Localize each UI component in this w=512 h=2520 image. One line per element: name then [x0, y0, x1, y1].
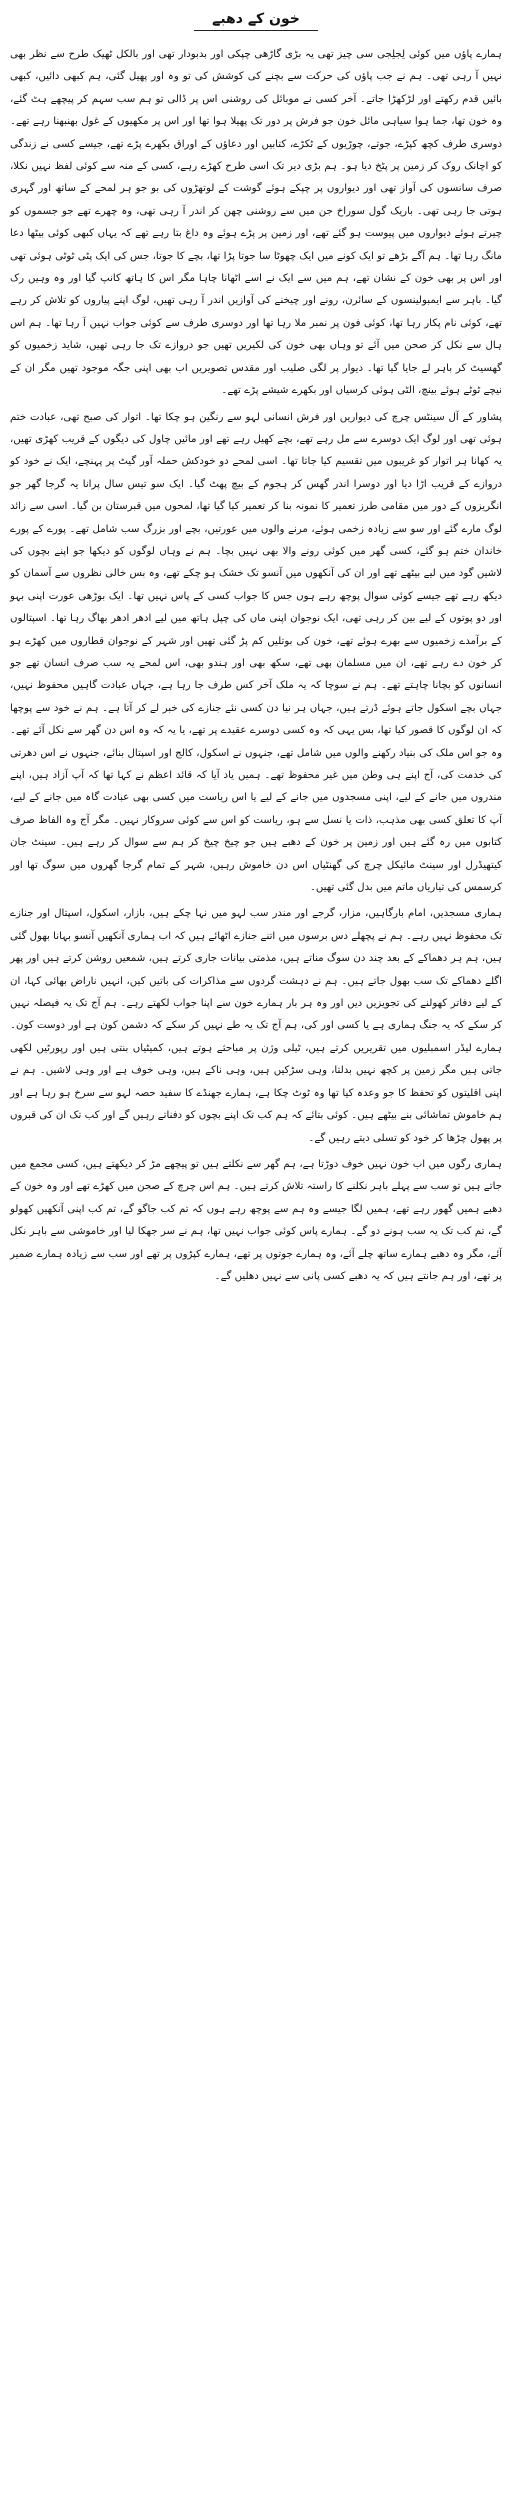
- article-paragraph: پشاور کے آل سینٹس چرچ کی دیواریں اور فرش انسانی لہو سے رنگین ہو چکا تھا۔ اتوار کی صبح تھی، عبادت ختم ہوئی تھی اور لوگ ایک دوسرے سے مل رہے تھے، بچے کھیل رہے تھے اور مائیں چاول کی دیگوں کے قریب کھڑی تھیں، یہ کھانا ہر اتوار کو غریبوں میں تقسیم کیا جاتا تھا۔ اسی لمحے دو خودکش حملہ آور گیٹ پر پہنچے، ایک نے خود کو دروازے کے قریب اڑا دیا اور دوسرا اندر گھس کر ہجوم کے بیچ پھٹ گیا۔ ایک سو تیس سال پرانا یہ گرجا گھر جو انگریزوں کے دور میں مقامی طرز تعمیر کا نمونہ بنا کر تعمیر کیا گیا تھا، لمحوں میں قبرستان بن گیا۔ اسی سے زائد لوگ مارے گئے اور سو سے زیادہ زخمی ہوئے، مرنے والوں میں عورتیں، بچے اور بزرگ سب شامل تھے۔ پورے کے پورے خاندان ختم ہو گئے، کسی گھر میں کوئی رونے والا بھی نہیں بچا۔ ہم نے وہاں لوگوں کو دیکھا جو اپنے بچوں کی لاشیں گود میں لیے بیٹھے تھے اور ان کی آنکھوں میں آنسو تک خشک ہو چکے تھے، وہ بس خالی نظروں سے آسمان کو دیکھ رہے تھے جیسے کوئی سوال پوچھ رہے ہوں جس کا جواب کسی کے پاس نہیں تھا۔ ایک بوڑھی عورت اپنی بہو اور دو پوتوں کے لیے بین کر رہی تھی، ایک نوجوان اپنی ماں کی چپل ہاتھ میں لیے ادھر ادھر بھاگ رہا تھا۔ اسپتالوں کے برآمدے زخمیوں سے بھرے ہوئے تھے، خون کی بوتلیں کم پڑ گئی تھیں اور شہر کے نوجوان قطاروں میں کھڑے ہو کر خون دے رہے تھے، ان میں مسلمان بھی تھے، سکھ بھی اور ہندو بھی، اس لمحے یہ سب صرف انسان تھے جو انسانوں کو بچانا چاہتے تھے۔ ہم نے سوچا کہ یہ ملک آخر کس طرف جا رہا ہے، جہاں عبادت گاہیں محفوظ نہیں، جہاں بچے اسکول جاتے ہوئے ڈرتے ہیں، جہاں ہر نیا دن کسی نئے جنازے کی خبر لے کر آتا ہے۔ ہم نے خود سے پوچھا کہ ان لوگوں کا قصور کیا تھا، بس یہی کہ وہ کسی دوسرے عقیدے پر تھے، یا یہ کہ وہ اس دن گھر سے نکل آئے تھے۔ وہ جو اس ملک کی بنیاد رکھنے والوں میں شامل تھے، جنہوں نے اسکول، کالج اور اسپتال بنائے، جنہوں نے اس دھرتی کی خدمت کی، آج اپنے ہی وطن میں غیر محفوظ تھے۔ ہمیں یاد آیا کہ قائد اعظم نے کہا تھا کہ آپ آزاد ہیں، اپنے مندروں میں جانے کے لیے، اپنی مسجدوں میں جانے کے لیے یا اس ریاست میں کسی بھی عبادت گاہ میں جانے کے لیے، آپ کا تعلق کسی بھی مذہب، ذات یا نسل سے ہو، ریاست کو اس سے کوئی سروکار نہیں۔ مگر آج وہ الفاظ صرف کتابوں میں رہ گئے ہیں اور زمین پر خون کے دھبے ہیں جو چیخ چیخ کر ہم سے سوال کر رہے ہیں۔ سینٹ جان کیتھیڈرل اور سینٹ مائیکل چرچ کی گھنٹیاں اس دن خاموش رہیں، شہر کے تمام گرجا گھروں میں سوگ تھا اور کرسمس کی تیاریاں ماتم میں بدل گئی تھیں۔: [10, 411, 502, 894]
- title-wrap: [10, 8, 502, 34]
- article-paragraph: ہماری رگوں میں اب خون نہیں خوف دوڑتا ہے، ہم گھر سے نکلتے ہیں تو پیچھے مڑ کر دیکھتے ہیں، کسی مجمع میں جاتے ہیں تو سب سے پہلے باہر نکلنے کا راستہ تلاش کرتے ہیں۔ ہم اس چرچ کے صحن میں کھڑے تھے اور وہ خون کے دھبے ہمیں گھور رہے تھے، ہمیں لگا جیسے وہ ہم سے پوچھ رہے ہوں کہ تم کب جاگو گے، تم کب اپنی آنکھیں کھولو گے، تم کب تک یہ سب ہونے دو گے۔ ہمارے پاس کوئی جواب نہیں تھا، ہم نے سر جھکا لیا اور خاموشی سے باہر نکل آئے، مگر وہ دھبے ہمارے ساتھ چلے آئے، وہ ہمارے جوتوں پر تھے، ہمارے کپڑوں پر تھے اور سب سے زیادہ ہمارے ضمیر پر تھے، اور ہم جانتے ہیں کہ یہ دھبے کسی پانی سے نہیں دھلیں گے۔: [10, 1158, 502, 1282]
- article-paragraph: ہماری مسجدیں، امام بارگاہیں، مزار، گرجے اور مندر سب لہو میں نہا چکے ہیں، بازار، اسکول، اسپتال اور جنازے تک محفوظ نہیں رہے۔ ہم نے پچھلے دس برسوں میں اتنے جنازے اٹھائے ہیں کہ اب ہماری آنکھیں آنسو بہانا بھول گئی ہیں، ہم ہر دھماکے کے بعد چند دن سوگ مناتے ہیں، مذمتی بیانات جاری کرتے ہیں، شمعیں روشن کرتے ہیں اور پھر اگلے دھماکے تک سب بھول جاتے ہیں۔ ہم نے دہشت گردوں سے مذاکرات کی باتیں کیں، انہیں ناراض بھائی کہا، ان کے لیے دفاتر کھولنے کی تجویزیں دیں اور وہ ہر بار ہمارے خون سے اپنا جواب لکھتے رہے۔ ہم آج تک یہ فیصلہ نہیں کر سکے کہ یہ جنگ ہماری ہے یا کسی اور کی، ہم آج تک یہ طے نہیں کر سکے کہ دشمن کون ہے اور دوست کون۔ ہمارے لیڈر اسمبلیوں میں تقریریں کرتے ہیں، ٹیلی وژن پر مباحثے ہوتے ہیں، کمیٹیاں بنتی ہیں اور رپورٹیں لکھی جاتی ہیں مگر زمین پر کچھ نہیں بدلتا، وہی سڑکیں ہیں، وہی ناکے ہیں، وہی خوف ہے اور وہی لاشیں۔ ہم نے اپنی اقلیتوں کو تحفظ کا جو وعدہ کیا تھا وہ ٹوٹ چکا ہے، ہمارے جھنڈے کا سفید حصہ لہو سے سرخ ہو رہا ہے اور ہم خاموش تماشائی بنے بیٹھے ہیں۔ کوئی بتائے کہ ہم کب تک اپنے بچوں کو دفناتے رہیں گے اور کب تک ان کی قبروں پر پھول چڑھا کر خود کو تسلی دیتے رہیں گے۔: [10, 908, 502, 1144]
- article-paragraph: ہمارے پاؤں میں کوئی لِجلِجی سی چیز تھی یہ بڑی گاڑھی چپکی اور بدبودار تھی اور بالکل ٹھیک طرح سے نظر بھی نہیں آ رہی تھی۔ ہم نے جب پاؤں کی حرکت سے بچنے کی کوشش کی تو وہ اور پھیل گئی، ہم کبھی دائیں، کبھی بائیں قدم رکھتے اور لڑکھڑا جاتے۔ آخر کسی نے موبائل کی روشنی اس پر ڈالی تو ہم سب سہم کر پیچھے ہٹ گئے، وہ خون تھا، جما ہوا سیاہی مائل خون جو فرش پر دور تک پھیلا ہوا تھا اور اس پر مکھیوں کے غول بھنبھنا رہے تھے۔ دوسری طرف کچھ کپڑے، جوتے، چوڑیوں کے ٹکڑے، کتابیں اور دعاؤں کے اوراق بکھرے پڑے تھے، جیسے کسی نے زندگی کو اچانک روک کر زمین پر پٹخ دیا ہو۔ ہم بڑی دیر تک اسی طرح کھڑے رہے، کسی کے منہ سے کوئی لفظ نہیں نکلا، صرف سانسوں کی آواز تھی اور دیواروں پر چپکے ہوئے گوشت کے لوتھڑوں کی بو جو ہر لمحے کے ساتھ اور گہری ہوتی جا رہی تھی۔ باریک گول سوراخ جن میں سے روشنی چھن کر اندر آ رہی تھی، وہ چھرے تھے جو جسموں کو چیرتے ہوئے دیواروں میں پیوست ہو گئے تھے، اور زمین پر پڑے ہوئے وہ داغ بتا رہے تھے کہ یہاں کبھی کوئی بیٹھا دعا مانگ رہا تھا۔ ہم آگے بڑھے تو ایک کونے میں ایک چھوٹا سا جوتا پڑا تھا، بچے کا جوتا، جس کی ایک پٹی ٹوٹی ہوئی تھی اور اس پر بھی خون کے نشان تھے، ہم میں سے ایک نے اسے اٹھانا چاہا مگر اس کا ہاتھ کانپ گیا اور وہ وہیں رک گیا۔ باہر سے ایمبولینسوں کے سائرن، رونے اور چیخنے کی آوازیں اندر آ رہی تھیں، لوگ اپنے پیاروں کو تلاش کر رہے تھے، کوئی نام پکار رہا تھا، کوئی فون پر نمبر ملا رہا تھا اور دوسری طرف سے کوئی جواب نہیں آ رہا تھا۔ ہم اس ہال سے نکل کر صحن میں آئے تو وہاں بھی خون کی لکیریں تھیں جو دروازے تک جا رہی تھیں، شاید زخمیوں کو گھسیٹ کر باہر لے جایا گیا تھا۔ دیوار پر لگی صلیب اور مقدس تصویریں اب بھی اپنی جگہ موجود تھیں مگر ان کے نیچے ٹوٹے ہوئے بینچ، الٹی ہوئی کرسیاں اور بکھرے شیشے پڑے تھے۔: [10, 49, 502, 397]
- article-body: [10, 44, 502, 1288]
- article-title: خون کے دھبے: [194, 11, 318, 31]
